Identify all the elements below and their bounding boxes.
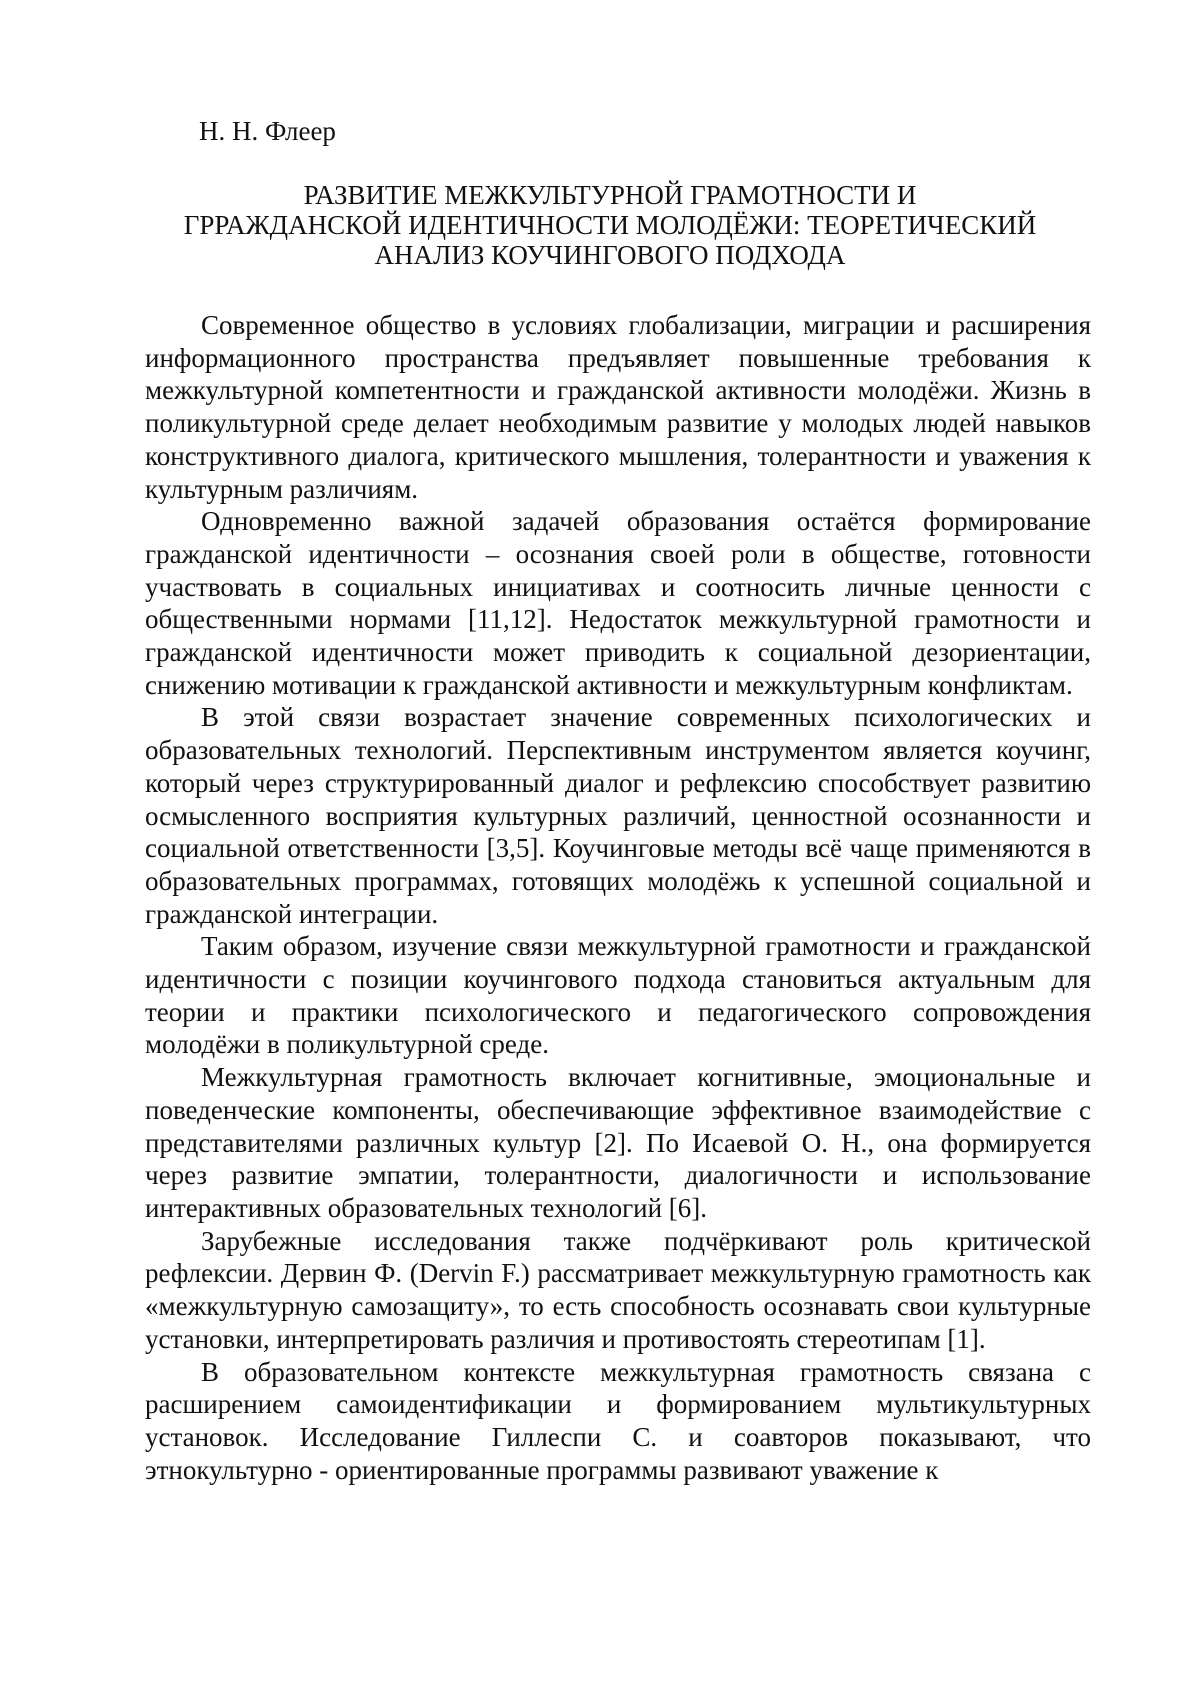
paragraph: Зарубежные исследования также подчёркивают роль критической рефлексии. Дервин Ф. (Dervin F.) рассматривает межкультурную грамотность как «межкультурную самозащиту», то есть способность осознавать свои культурные установки, интерпретировать различия и противостоять стереотипам [1].: [145, 1225, 1091, 1354]
title-line: ГРРАЖДАНСКОЙ ИДЕНТИЧНОСТИ МОЛОДЁЖИ: ТЕОРЕТИЧЕСКИЙ: [183, 210, 1037, 240]
paragraph: Современное общество в условиях глобализации, миграции и расширения информационного пространства предъявляет повышенные требования к межкультурной компетентности и гражданской активности молодёжи. Жизнь в поликультурной среде делает необходимым развитие у молодых людей навыков конструктивного диалога, критического мышления, толерантности и уважения к культурным различиям.: [145, 310, 1091, 504]
body-text: [145, 309, 1091, 1486]
paragraph: В образовательном контексте межкультурная грамотность связана с расширением самоидентификации и формированием мультикультурных установок. Исследование Гиллеспи С. и соавторов показывают, что этнокультурно - ориентированные программы развивают уважение к: [145, 1356, 1091, 1485]
title-line: АНАЛИЗ КОУЧИНГОВОГО ПОДХОДА: [374, 240, 846, 270]
title-line: РАЗВИТИЕ МЕЖКУЛЬТУРНОЙ ГРАМОТНОСТИ И: [303, 180, 917, 210]
author-name: Н. Н. Флеер: [199, 116, 336, 146]
paragraph: Одновременно важной задачей образования остаётся формирование гражданской идентичности – осознания своей роли в обществе, готовности участвовать в социальных инициативах и соотносить личные ценности с общественными нормами [11,12]. Недостаток межкультурной грамотности и гражданской идентичности может приводить к социальной дезориентации, снижению мотивации к гражданской активности и межкультурным конфликтам.: [145, 506, 1091, 700]
paragraph: Таким образом, изучение связи межкультурной грамотности и гражданской идентичности с позиции коучингового подхода становиться актуальным для теории и практики психологического и педагогического сопровождения молодёжи в поликультурной среде.: [145, 931, 1091, 1060]
paragraph: Межкультурная грамотность включает когнитивные, эмоциональные и поведенческие компоненты, обеспечивающие эффективное взаимодействие с представителями различных культур [2]. По Исаевой О. Н., она формируется через развитие эмпатии, толерантности, диалогичности и использование интерактивных образовательных технологий [6].: [145, 1062, 1091, 1223]
paragraph: В этой связи возрастает значение современных психологических и образовательных технологий. Перспективным инструментом является коучинг, который через структурированный диалог и рефлексию способствует развитию осмысленного восприятия культурных различий, ценностной осознанности и социальной ответственности [3,5]. Коучинговые методы всё чаще применяются в образовательных программах, готовящих молодёжь к успешной социальной и гражданской интеграции.: [145, 702, 1091, 929]
paper-title: [145, 180, 1075, 270]
